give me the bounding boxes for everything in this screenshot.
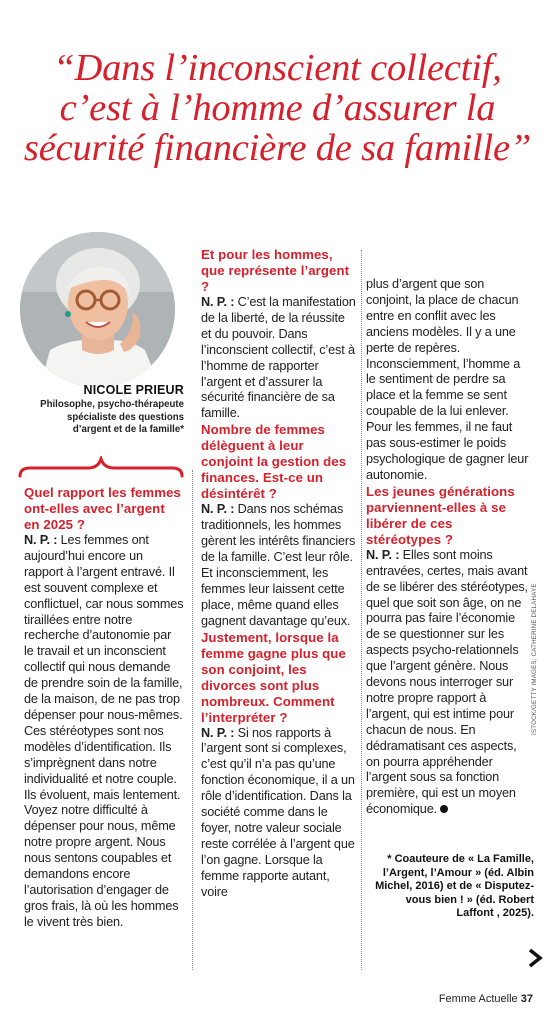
pull-quote: “Dans l’inconscient collectif, c’est à l’homme d’assurer la sécurité financière de sa famille” xyxy=(23,47,532,169)
answer-text: Dans nos schémas traditionnels, les hommes gèrent les intérêts financiers de la famille. C’est leur rôle. Et inconsciemment, les femmes leur laissent cette place, même quand elles gagnent davantage qu’eux. xyxy=(201,502,356,628)
magazine-name: Femme Actuelle xyxy=(438,993,518,1005)
interview-answer xyxy=(366,548,530,818)
answer-text: C’est la manifestation de la liberté, de la réussite et du pouvoir. Dans l’inconscient collectif, c’est à l’homme de rapporter l’argent et d’assurer la sécurité financière de sa famille. xyxy=(201,295,356,421)
interview-question: Justement, lorsque la femme gagne plus que son conjoint, les divorces sont plus nombreux. Comment l’interpréter ? xyxy=(201,629,346,725)
answer-text: Si nos rapports à l’argent sont si complexes, c’est qu’il n’a pas qu’une fonction économique, il a un rôle d’identification. Dans la société comme dans le foyer, notre valeur sociale reste corrélée à l’argent que l’on gagne. Lorsque la femme rapporte autant, voire xyxy=(201,725,355,899)
author-name: NICOLE PRIEUR xyxy=(83,383,184,397)
interview-question: Nombre de femmes délèguent à leur conjoint la gestion des finances. Est-ce un désintérêt ? xyxy=(201,422,347,502)
answer-text: Elles sont moins entravées, certes, mais avant de se libérer des stéréotypes, quel que soit son âge, on ne pourra pas faire l’économie de se questionner sur les aspects psycho-relationnels que l’argent génère. Nous devons nous interroger sur notre propre rapport à l’argent, qui est intime pour chacun de nous. En dédramatisant ces aspects, on pourra appréhender l’argent sous sa fonction première, qui est un moyen économique. xyxy=(366,547,528,817)
speaker-initials: N. P. : xyxy=(24,533,58,547)
article-column-1 xyxy=(24,485,184,931)
photo-credit: ISTOCK/GETTY IMAGES; CATHERINE DELAHAYE xyxy=(531,583,538,735)
page-number: 37 xyxy=(520,993,533,1005)
interview-answer xyxy=(201,502,358,629)
speaker-initials: N. P. : xyxy=(201,502,235,517)
portrait-photo xyxy=(20,232,175,387)
page-footer xyxy=(439,993,533,1005)
interview-question: Et pour les hommes, que représente l’argent ? xyxy=(201,247,350,294)
interview-question: Quel rapport les femmes ont-elles avec l’argent en 2025 ? xyxy=(24,485,181,532)
column-divider xyxy=(361,250,362,970)
curly-brace-divider xyxy=(18,456,184,480)
interview-question: Les jeunes générations parviennent-elles à se libérer de ces stéréotypes ? xyxy=(366,483,515,547)
footnote: * Coauteure de « La Famille, l’Argent, l’Amour » (éd. Albin Michel, 2016) et de « Disputez-vous bien ! » (éd. Robert Laffont , 2025). xyxy=(375,853,534,919)
speaker-initials: N. P. : xyxy=(366,547,400,562)
speaker-initials: N. P. : xyxy=(201,295,235,309)
article-column-2 xyxy=(201,247,358,900)
column-divider xyxy=(192,470,193,970)
portrait-illustration xyxy=(20,232,175,387)
author-description: Philosophe, psycho-thérapeute spécialiste des questions d’argent et de la famille* xyxy=(40,398,184,435)
interview-answer xyxy=(201,726,358,901)
interview-answer xyxy=(201,295,358,422)
chevron-right-icon[interactable] xyxy=(527,948,543,968)
speaker-initials: N. P. : xyxy=(201,725,235,740)
interview-answer xyxy=(24,533,184,931)
article-column-3 xyxy=(366,277,530,818)
author-bio xyxy=(14,382,184,436)
answer-text: Les femmes ont aujourd’hui encore un rapport à l’argent entravé. Il est souvent complexe et conflictuel, car nous sommes tiraillées entre notre recherche d’autonomie par le travail et un inconscient collectif qui nous demande de prendre soin de la famille, de la maison, de ne pas trop dépenser pour nous-mêmes. Ces stéréotypes sont nos modèles d’identification. Ils s’imprègnent dans notre individualité et notre couple. Ils évoluent, mais lentement. Voyez notre difficulté à dépenser pour nous, même notre propre argent. Nous nous sentons coupables et demandons encore l’autorisation d’engager de gros frais, là où les hommes le vivent très bien. xyxy=(24,533,184,929)
answer-text: plus d’argent que son conjoint, la place de chacun entre en conflit avec les anciens modèles. Il y a une perte de repères. Inconsciemment, l’homme a le sentiment de perdre sa place et la femme se sent coupable de la lui enlever. Pour les femmes, il ne faut pas sous-estimer le poids psychologique de gagner leur autonomie. xyxy=(366,277,529,482)
end-mark-icon xyxy=(440,805,448,813)
